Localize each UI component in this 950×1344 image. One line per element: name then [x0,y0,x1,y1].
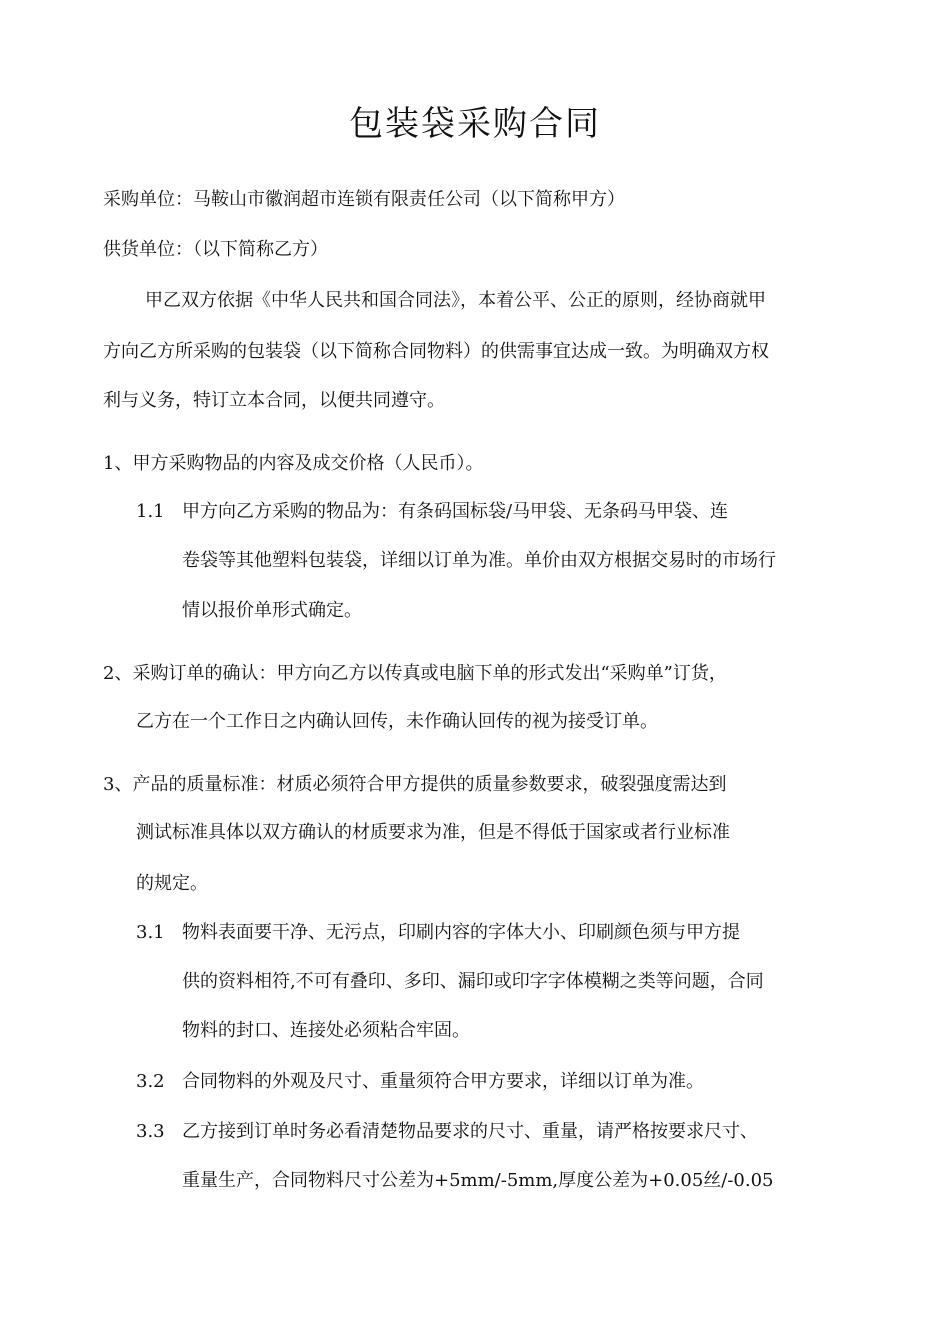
item-3-1-line-3: 物料的封口、连接处必须粘合牢固。 [182,1020,470,1041]
item-3-3-line-1: 乙方接到订单时务必看清楚物品要求的尺寸、重量，请严格按要求尺寸、 [182,1121,758,1142]
intro-line-2: 方向乙方所采购的包装袋（以下简称合同物料）的供需事宜达成一致。为明确双方权 [103,341,769,362]
section-3-line-3: 的规定。 [136,873,208,894]
item-1-1-line-1: 甲方向乙方采购的物品为：有条码国标袋/马甲袋、无条码马甲袋、连 [182,501,729,522]
item-1-1-line-3: 情以报价单形式确定。 [182,600,362,621]
section-2-line-2: 乙方在一个工作日之内确认回传，未作确认回传的视为接受订单。 [136,711,658,732]
buyer-line: 采购单位：马鞍山市徽润超市连锁有限责任公司（以下简称甲方） [103,189,625,210]
section-3-line-2: 测试标准具体以双方确认的材质要求为准，但是不得低于国家或者行业标准 [136,822,730,843]
section-1-heading: 1、甲方采购物品的内容及成交价格（人民币）。 [103,453,484,474]
item-1-1-line-2: 卷袋等其他塑料包装袋，详细以订单为准。单价由双方根据交易时的市场行 [182,550,776,571]
item-3-1-number: 3.1 [136,922,165,943]
section-2-line-1: 2、采购订单的确认：甲方向乙方以传真或电脑下单的形式发出“采购单”订货， [103,663,727,684]
supplier-line: 供货单位：（以下简称乙方） [103,239,328,260]
item-3-1-line-2: 供的资料相符,不可有叠印、多印、漏印或印字字体模糊之类等问题，合同 [182,971,764,992]
intro-line-3: 利与义务，特订立本合同，以便共同遵守。 [103,390,445,411]
item-3-2-number: 3.2 [136,1071,165,1092]
item-1-1-number: 1.1 [136,501,165,522]
item-3-2-line-1: 合同物料的外观及尺寸、重量须符合甲方要求，详细以订单为准。 [182,1071,704,1092]
item-3-3-number: 3.3 [136,1121,165,1142]
intro-line-1: 甲乙双方依据《中华人民共和国合同法》，本着公平、公正的原则，经协商就甲 [145,290,766,311]
item-3-1-line-1: 物料表面要干净、无污点，印刷内容的字体大小、印刷颜色须与甲方提 [182,922,740,943]
document-title: 包装袋采购合同 [349,104,601,144]
item-3-3-line-2: 重量生产，合同物料尺寸公差为+5mm/-5mm,厚度公差为+0.05丝/-0.05 [182,1170,774,1191]
section-3-line-1: 3、产品的质量标准：材质必须符合甲方提供的质量参数要求，破裂强度需达到 [103,774,727,795]
